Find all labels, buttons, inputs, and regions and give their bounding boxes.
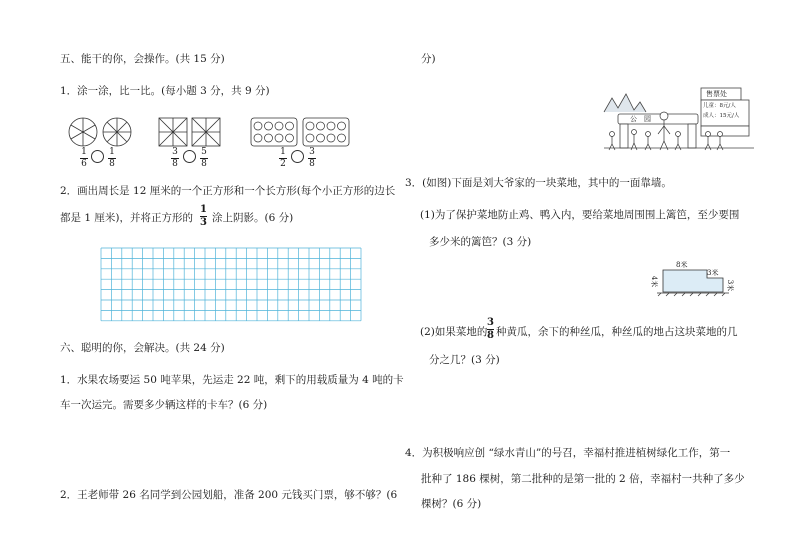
price-adult: 成人：15元/人 (703, 113, 740, 119)
section6-title: 六、聪明的你，会解决。(共 24 分) (60, 342, 225, 354)
q4-line1: 4．为积极响应创 “绿水青山”的号召，幸福村推进植树绿化工作，第一 (405, 447, 731, 459)
denominator: 6 (81, 159, 87, 169)
q3-2-fraction (487, 318, 494, 341)
q1-title: 1．涂一涂，比一比。(每小题 3 分，共 9 分) (60, 85, 270, 97)
park-illustration (604, 86, 754, 158)
numerator: 5 (201, 147, 207, 157)
denominator: 2 (280, 159, 286, 169)
denominator: 8 (309, 159, 315, 169)
fraction-b-2 (200, 148, 208, 169)
fraction-a-1 (80, 148, 88, 169)
denominator: 8 (172, 159, 178, 169)
fraction-a-2 (171, 148, 179, 169)
continued-points: 分) (421, 53, 436, 65)
circles-sixths (68, 117, 133, 147)
numerator: 3 (309, 147, 315, 157)
section5-title: 五、能干的你，会操作。(共 15 分) (60, 53, 225, 65)
q3-2-line1b: 种黄瓜，余下的种丝瓜，种丝瓜的地占这块菜地的几 (496, 326, 738, 338)
q3-1-line2: 多少米的篱笆？(3 分) (429, 236, 532, 248)
garden-shape (655, 266, 735, 296)
garden-right-top-label: 3米 (707, 269, 719, 277)
q4-line3: 棵树？(6 分) (421, 498, 482, 510)
garden-top-label: 8米 (676, 261, 688, 269)
s6-q2-line1: 2．王老师带 26 名同学到公园划船，准备 200 元钱买门票，够不够？(6 (60, 489, 398, 501)
numerator: 1 (81, 147, 87, 157)
apple-groups (250, 117, 350, 147)
compare-circle-3[interactable] (291, 150, 304, 163)
q3-2-line1a: (2)如果菜地的 (420, 326, 488, 338)
denominator: 8 (487, 330, 494, 341)
price-child: 儿童：8元/人 (703, 103, 736, 109)
numerator: 1 (109, 147, 115, 157)
drawing-grid[interactable] (100, 247, 362, 323)
q3-2-line2: 分之几？(3 分) (429, 354, 500, 366)
garden-left-label: 4米 (650, 275, 659, 288)
garden-right-label: 3米 (726, 279, 735, 292)
numerator: 3 (487, 317, 494, 328)
denominator: 8 (109, 159, 115, 169)
compare-circle-2[interactable] (183, 150, 196, 163)
s6-q1-line2: 车一次运完。需要多少辆这样的卡车？(6 分) (60, 399, 268, 411)
numerator: 1 (280, 147, 286, 157)
fraction-b-1 (108, 148, 116, 169)
q2-fraction (200, 205, 207, 228)
q4-line2: 批种了 186 棵树，第二批种的是第一批的 2 倍，幸福村一共种了多少 (421, 473, 745, 485)
q2-line2b: 涂上阴影。(6 分) (212, 212, 294, 224)
s6-q1-line1: 1．水果农场要运 50 吨苹果，先运走 22 吨，剩下的用载质量为 4 吨的卡 (60, 374, 404, 386)
park-sign: 公 园 (630, 115, 651, 123)
numerator: 3 (172, 147, 178, 157)
q2-line2a: 都是 1 厘米)，并将正方形的 (60, 212, 193, 224)
denominator: 8 (201, 159, 207, 169)
fraction-a-3 (279, 148, 287, 169)
q3-1-line1: (1)为了保护菜地防止鸡、鸭入内，要给菜地周围围上篱笆，至少要围 (420, 209, 740, 221)
compare-circle-1[interactable] (91, 150, 104, 163)
ticket-office-sign: 售票处 (706, 90, 727, 98)
q3-title: 3．(如图)下面是刘大爷家的一块菜地，其中的一面靠墙。 (405, 177, 672, 189)
denominator: 3 (200, 217, 207, 228)
numerator: 1 (200, 204, 207, 215)
q2-line1: 2．画出周长是 12 厘米的一个正方形和一个长方形(每个小正方形的边长 (60, 185, 396, 197)
fraction-b-3 (308, 148, 316, 169)
squares-eighths (158, 117, 222, 147)
